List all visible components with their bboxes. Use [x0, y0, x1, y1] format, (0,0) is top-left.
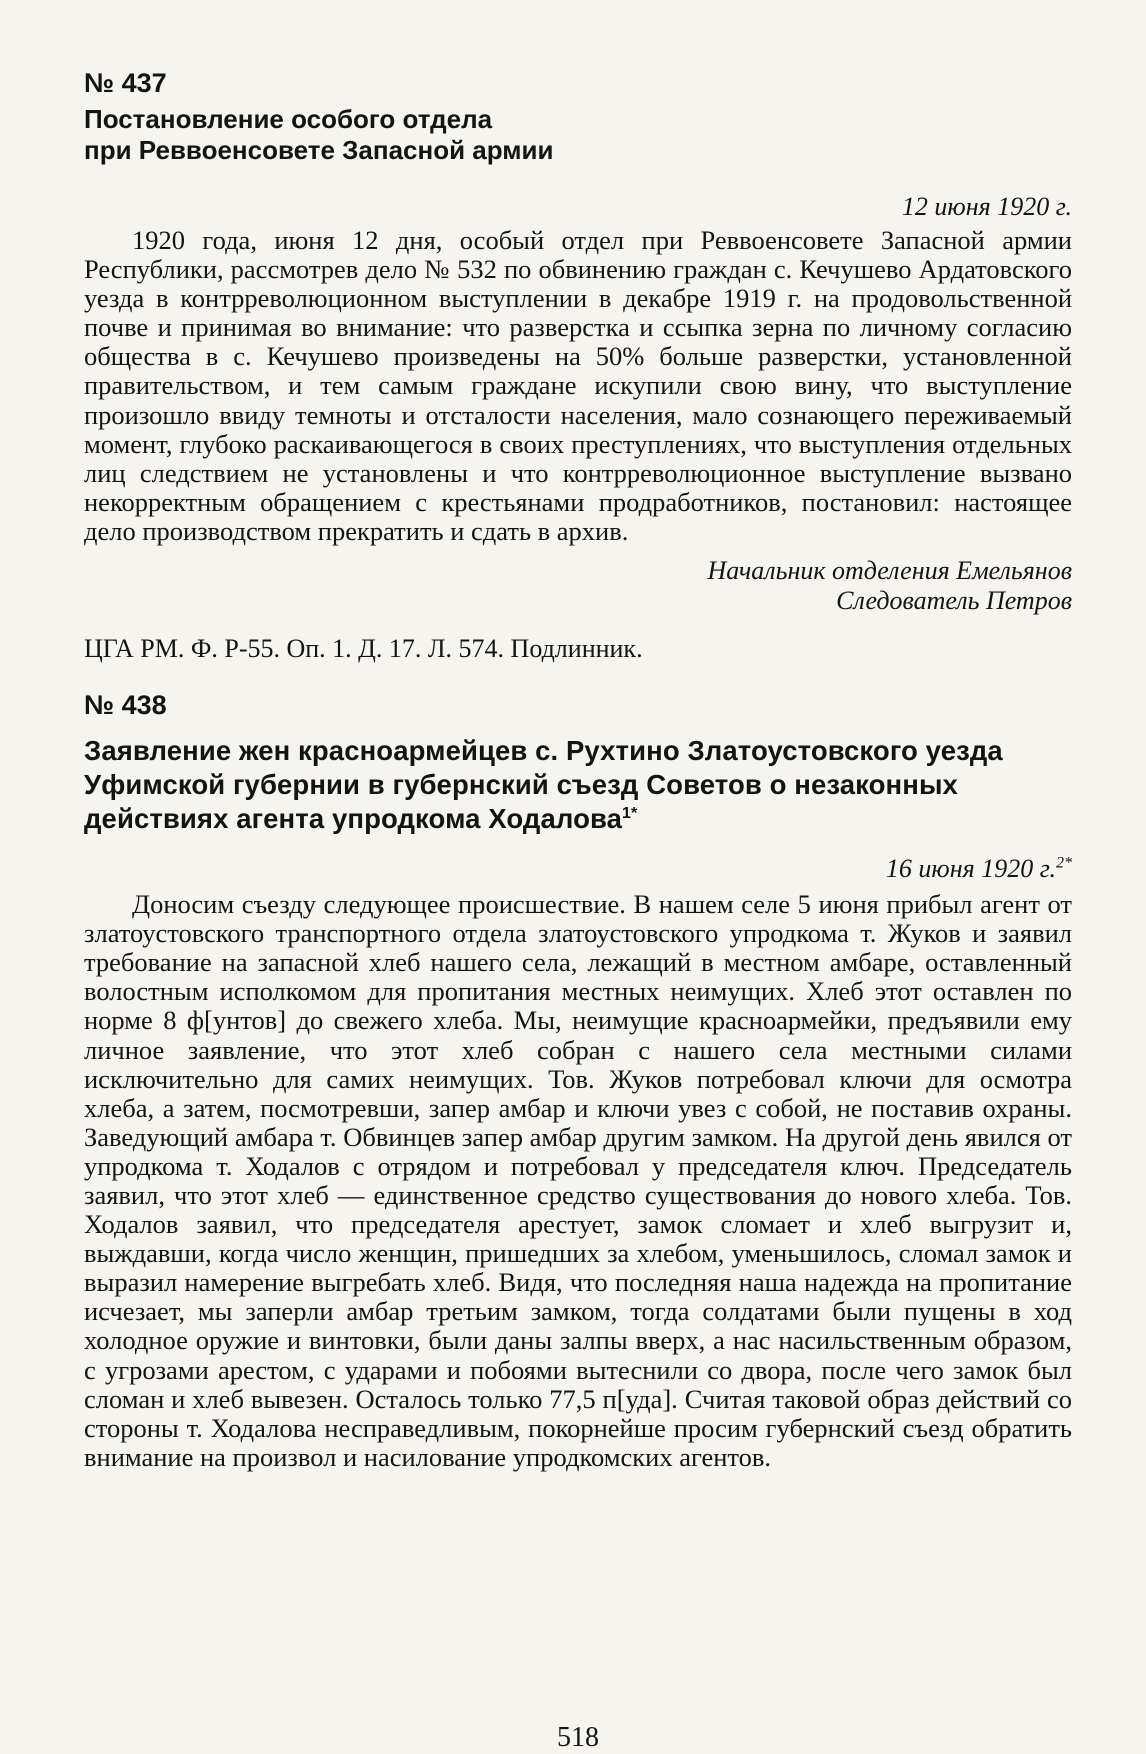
document-number: № 437: [84, 68, 167, 98]
document-body: 1920 года, июня 12 дня, особый отдел при Реввоенсовете Запасной армии Республики, рассмотрев дело № 532 по обвинению граждан с. Кечушево Ардатовского уезда в контрреволюционном выступлении в декабре 1919 г. на продовольственной почве и принимая во внимание: что разверстка и ссыпка зерна по личному согласию общества в с. Кечушево произведены на 50% больше разверстки, установленной правительством, и тем самым граждане искупили свою вину, что выступление произошло ввиду темноты и отсталости населения, мало сознающего переживаемый момент, глубоко раскаивающегося в своих преступлениях, что выступления отдельных лиц следствием не установлены и что контрреволюционное выступление вызвано некорректным обращением с крестьянами продработников, постановил: настоящее дело производством прекратить и сдать в архив.: [84, 225, 1072, 546]
document-page: [84, 68, 1072, 1753]
document-title: [84, 104, 1072, 166]
document-body: Доносим съезду следующее происшествие. В нашем селе 5 июня прибыл агент от златоустовского транспортного отдела златоустовского упродкома т. Жуков и заявил требование на запасной хлеб нашего села, лежащий в местном амбаре, оставленный волостным исполкомом для пропитания местных неимущих. Хлеб этот оставлен по норме 8 ф[унтов] до свежего хлеба. Мы, неимущие красноармейки, предъявили ему личное заявление, что этот хлеб собран с нашего села местными силами исключительно для самих неимущих. Тов. Жуков потребовал ключи для осмотра хлеба, а затем, посмотревши, запер амбар и ключи увез с собой, не поставив охраны. Заведующий амбара т. Обвинцев запер амбар другим замком. На другой день явился от упродкома т. Ходалов с отрядом и потребовал у председателя ключ. Председатель заявил, что этот хлеб — единственное средство существования до нового хлеба. Тов. Ходалов заявил, что председателя арестует, замок сломает и хлеб выгрузит и, выждавши, когда число женщин, пришедших за хлебом, уменьшилось, сломал замок и выразил намерение выгребать хлеб. Видя, что последняя наша надежда на пропитание исчезает, мы заперли амбар третьим замком, тогда солдатами были пущены в ход холодное оружие и винтовки, были даны залпы вверх, а нас насильственным образом, с угрозами арестом, с ударами и побоями вытеснили со двора, после чего замок был сломан и хлеб вывезен. Осталось только 77,5 п[уда]. Считая таковой образ действий со стороны т. Ходалова несправедливым, покорнейше просим губернский съезд обратить внимание на произвол и насилование упродкомских агентов.: [84, 889, 1072, 1472]
title-line: при Реввоенсовете Запасной армии: [84, 135, 554, 165]
archive-source: ЦГА РМ. Ф. Р-55. Оп. 1. Д. 17. Л. 574. Подлинник.: [84, 634, 643, 664]
signature-line: Следователь Петров: [836, 586, 1072, 616]
document-title: [84, 734, 1072, 836]
footnote-mark: 2*: [1056, 854, 1072, 872]
document-437: [84, 68, 1072, 664]
date-text: 16 июня 1920 г.: [885, 854, 1056, 884]
page-number: 518: [557, 1722, 599, 1753]
footnote-mark: 1*: [622, 804, 638, 822]
title-line: [84, 802, 1072, 836]
title-line-text: действиях агента упродкома Ходалова: [84, 803, 623, 835]
document-date: [84, 854, 1072, 884]
document-number: № 438: [84, 690, 167, 721]
document-date: 12 июня 1920 г.: [901, 192, 1072, 221]
signature-line: Начальник отделения Емельянов: [707, 556, 1072, 586]
document-438: [84, 690, 1072, 1472]
title-line: Уфимской губернии в губернский съезд Советов о незаконных: [84, 769, 958, 801]
title-line: Заявление жен красноармейцев с. Рухтино Златоустовского уезда: [84, 735, 1003, 767]
title-line: Постановление особого отдела: [84, 104, 493, 134]
